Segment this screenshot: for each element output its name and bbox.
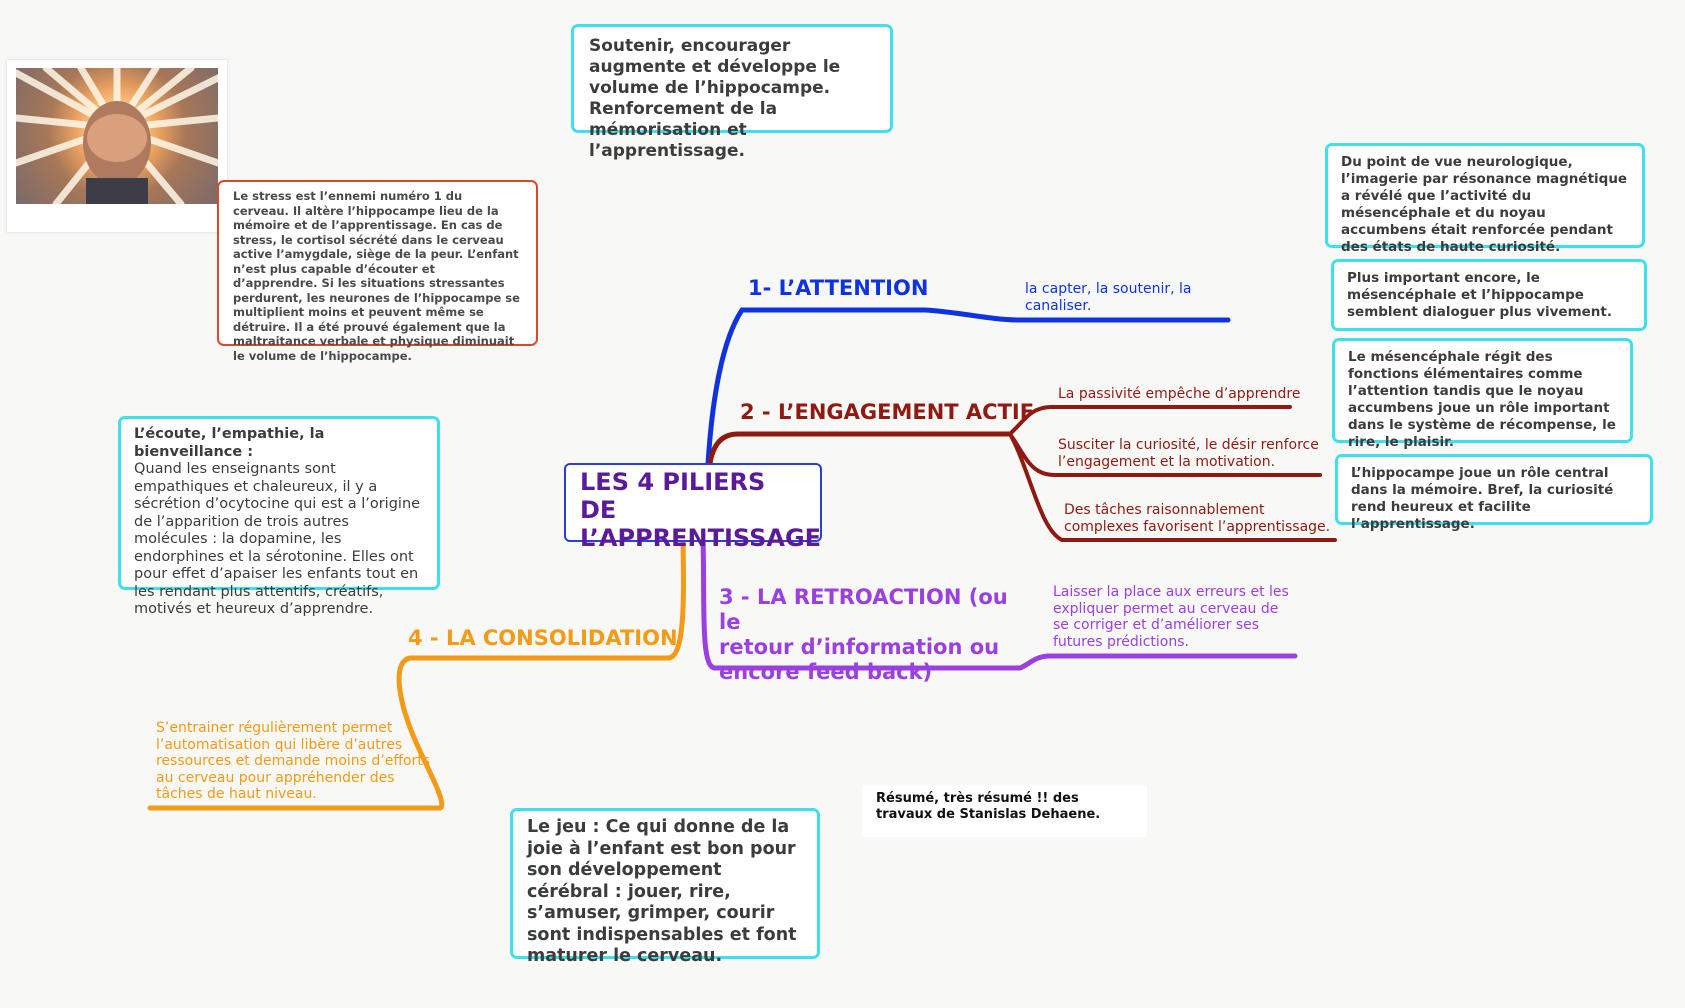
stress-photo — [7, 60, 227, 232]
retroaction-label-line3: encore feed back) — [719, 660, 933, 684]
engagement-child-2[interactable]: Susciter la curiosité, le désir renforce l’engagement et la motivation. — [1058, 437, 1319, 470]
retroaction-label-line2: retour d’information ou — [719, 635, 1000, 659]
note-ecoute-body: Quand les enseignants sont empathiques et chaleureux, il y a sécrétion d’ocytocine qui est a l’origine de l’apparition de trois autres molécules : la dopamine, les endorphines et la sérotonine. Elles ont pour effet d’apaiser les enfants tout en les rendant plus attentifs, créatifs, motivés et heureux d’apprendre. — [134, 461, 421, 617]
retroaction-label-line1: 3 - LA RETROACTION (ou le — [719, 585, 1008, 634]
note-mesencephale[interactable]: Le mésencéphale régit des fonctions élémentaires comme l’attention tandis que le noyau accumbens joue un rôle important dans le système de récompense, le rire, le plaisir. — [1332, 338, 1633, 443]
consolidation-child-1[interactable]: S’entrainer régulièrement permet l’automatisation qui libère d’autres ressources et demande moins d’efforts au cerveau pour appréhender des tâches de haut niveau. — [156, 720, 431, 802]
note-dialogue[interactable]: Plus important encore, le mésencéphale et l’hippocampe semblent dialoguer plus vivement. — [1331, 259, 1647, 331]
branch-engagement-label[interactable]: 2 - L’ENGAGEMENT ACTIF — [740, 400, 1035, 424]
note-ecoute[interactable] — [118, 416, 440, 617]
note-hippocampe-role[interactable]: L’hippocampe joue un rôle central dans la mémoire. Bref, la curiosité rend heureux et facilite l’apprentissage. — [1335, 454, 1653, 525]
branch-engagement-line — [710, 434, 1010, 464]
branch-engagement-sub1 — [1010, 407, 1290, 434]
note-hippocampe-volume[interactable]: Soutenir, encourager augmente et développe le volume de l’hippocampe. Renforcement de la mémorisation et l’apprentissage. — [571, 24, 893, 133]
central-topic-line1: LES 4 PILIERS DE — [580, 468, 766, 524]
note-ecoute-title: L’écoute, l’empathie, la bienveillance : — [134, 426, 325, 460]
branch-retroaction-label[interactable] — [719, 585, 1019, 685]
light-rays-icon — [16, 68, 218, 204]
attention-child-1[interactable]: la capter, la soutenir, la canaliser. — [1025, 281, 1192, 314]
note-neuro-imagerie[interactable]: Du point de vue neurologique, l’imagerie par résonance magnétique a révélé que l’activité du mésencéphale et du noyau accumbens était renforcée pendant des états de haute curiosité. — [1325, 143, 1645, 248]
retroaction-child-1[interactable]: Laisser la place aux erreurs et les expliquer permet au cerveau de se corriger et d’améliorer ses futures prédictions. — [1053, 584, 1289, 650]
branch-consolidation-label[interactable]: 4 - LA CONSOLIDATION — [408, 626, 678, 650]
note-jeu[interactable]: Le jeu : Ce qui donne de la joie à l’enfant est bon pour son développement cérébral : jouer, rire, s’amuser, grimper, courir sont indispensables et font maturer le cerveau. — [510, 808, 820, 959]
note-stress[interactable]: Le stress est l’ennemi numéro 1 du cerveau. Il altère l’hippocampe lieu de la mémoire et de l’apprentissage. En cas de stress, le cortisol sécrété dans le cerveau active l’amygdale, siège de la peur. L’enfant n’est plus capable d’écouter et d’apprendre. Si les situations stressantes perdurent, les neurones de l’hippocampe se multiplient moins et peuvent même se détruire. Il a été prouvé également que la maltraitance verbale et physique diminuait le volume de l’hippocampe. — [217, 180, 538, 346]
branch-attention-label[interactable]: 1- L’ATTENTION — [748, 276, 929, 300]
central-topic-line2: L’APPRENTISSAGE — [580, 524, 822, 552]
stress-photo-image — [16, 68, 218, 204]
engagement-child-1[interactable]: La passivité empêche d’apprendre — [1058, 386, 1301, 402]
central-topic[interactable] — [564, 463, 822, 552]
note-resume[interactable]: Résumé, très résumé !! des travaux de Stanislas Dehaene. — [862, 785, 1147, 837]
engagement-child-3[interactable]: Des tâches raisonnablement complexes favorisent l’apprentissage. — [1064, 502, 1331, 535]
